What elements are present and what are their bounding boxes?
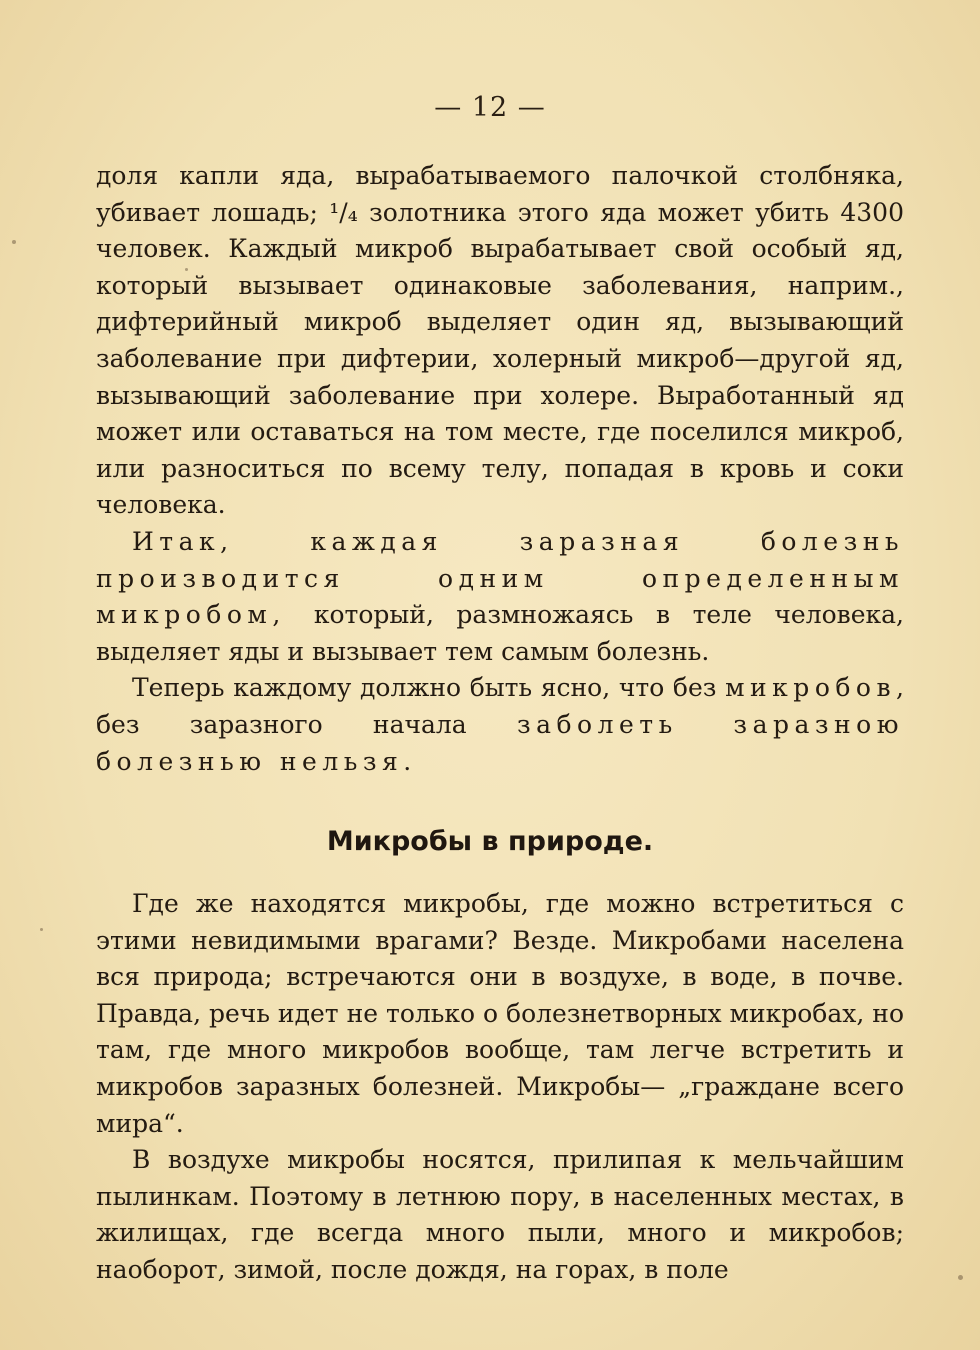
section-heading: Микробы в природе. <box>326 826 654 857</box>
paragraph-1-text: доля капли яда, вырабатываемого палочкой столбняка, убивает лошадь; ¹/₄ золотника этого яда может убить 4300 человек. Каждый микроб вырабатывает свой особый яд, который вызывает одинаковые заболевания, наприм., дифтерийный микроб выделяет один яд, вызывающий заболевание при дифтерии, холерный микроб—другой яд, вызывающий заболевание при холере. Выработанный яд может или оставаться на том месте, где поселился микроб, или разноситься по всему телу, попадая в кровь и соки человека. <box>96 161 904 520</box>
paper-speck <box>12 240 16 244</box>
emphasized-text: заболеть заразною болезнью нельзя <box>96 709 904 776</box>
paper-speck <box>40 928 43 931</box>
paragraph-2 <box>96 524 904 670</box>
paragraph-1 <box>96 158 904 524</box>
emphasized-text: Итак, каждая заразная болезнь производится одним определенным микробом, <box>96 526 904 630</box>
paragraph-5 <box>96 1142 904 1288</box>
paragraph-3-text-b: , без заразного начала <box>96 673 904 739</box>
paragraph-2-text: который, размножаясь в теле человека, выделяет яды и вызывает тем самым болезнь. <box>96 600 905 666</box>
page-number: — 12 — <box>434 92 546 123</box>
paragraph-3-text-c: . <box>403 746 412 776</box>
emphasized-text: микробов <box>725 673 897 703</box>
paragraph-5-text: В воздухе микробы носятся, прилипая к мельчайшим пылинкам. Поэтому в летнюю пору, в населенных местах, в жилищах, где всегда много пыли, много и микробов; наоборот, зимой, после дождя, на горах, в поле <box>96 1145 904 1284</box>
paragraph-4 <box>96 886 904 1142</box>
paragraph-3-text-a: Теперь каждому должно быть ясно, что без <box>132 673 726 703</box>
paragraph-4-text: Где же находятся микробы, где можно встретиться с этими невидимыми врагами? Везде. Микробами населена вся природа; встречаются они в воздухе, в воде, в почве. Правда, речь идет не только о болезнетворных микробах, но там, где много микробов вообще, там легче встретить и микробов заразных болезней. Микробы— „граждане всего мира“. <box>96 889 904 1138</box>
paper-speck <box>185 268 188 271</box>
paper-speck <box>958 1275 963 1280</box>
text-section-2 <box>96 886 904 1289</box>
paragraph-3 <box>96 670 904 780</box>
text-section-1 <box>96 158 904 780</box>
